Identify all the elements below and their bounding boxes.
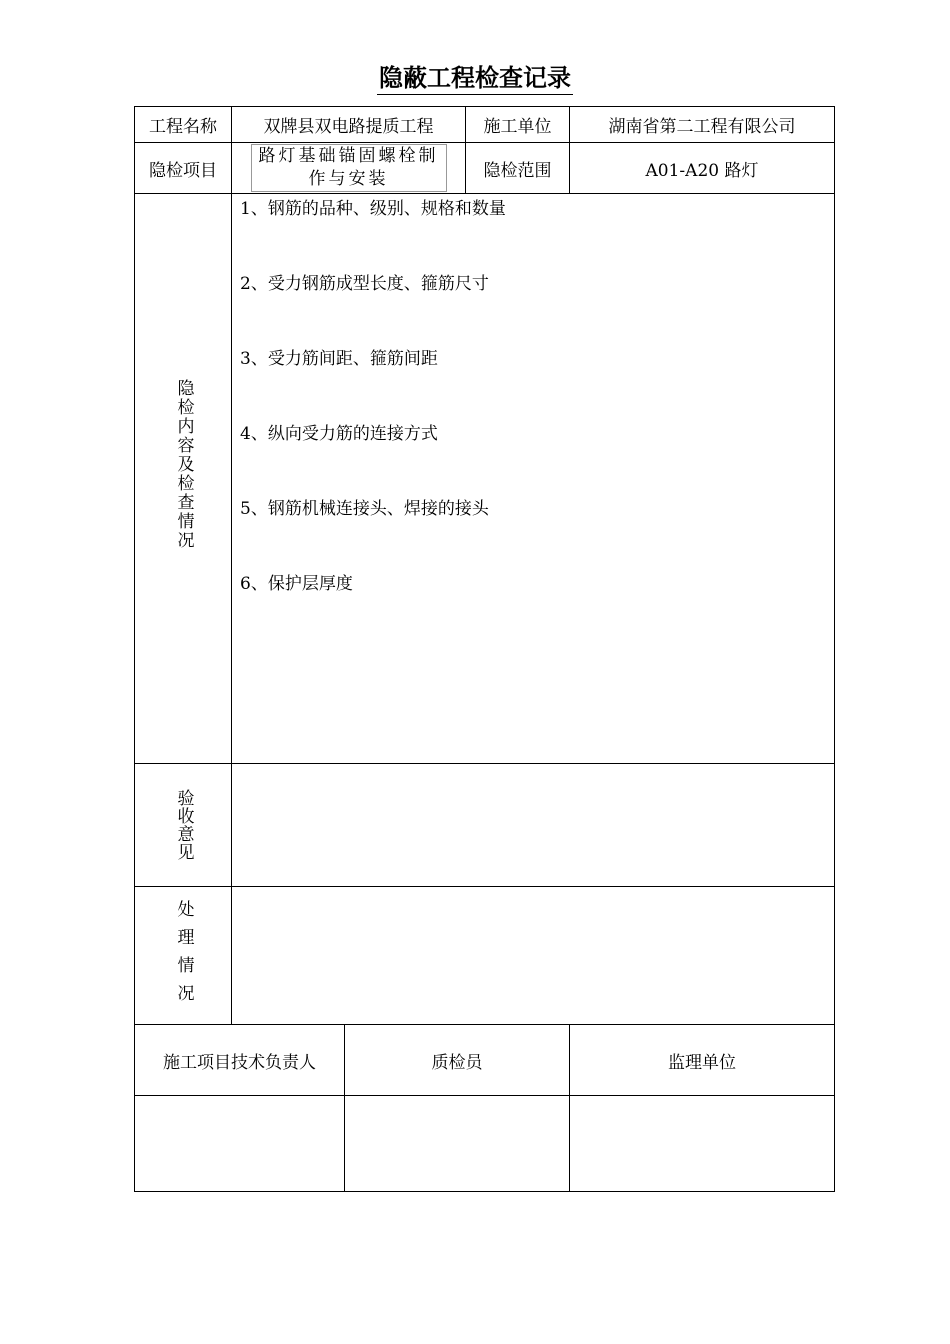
- construction-unit-value: 湖南省第二工程有限公司: [569, 106, 835, 143]
- inspection-content-list: [231, 193, 835, 764]
- construction-unit-label: 施工单位: [465, 106, 570, 143]
- handling-status-label: [134, 886, 232, 1025]
- content-item: 4、纵向受力筋的连接方式: [240, 424, 438, 444]
- project-name-value: 双牌县双电路提质工程: [231, 106, 466, 143]
- quality-inspector-label: 质检员: [344, 1024, 570, 1096]
- handling-status-label-text: 处理情况: [173, 899, 194, 1012]
- quality-inspector-signature: [344, 1095, 570, 1192]
- handling-status-value: [231, 886, 835, 1025]
- inspection-item-label: 隐检项目: [134, 142, 232, 194]
- content-item: 6、保护层厚度: [240, 574, 353, 594]
- document-title: 隐蔽工程检查记录: [0, 58, 950, 93]
- content-item: 1、钢筋的品种、级别、规格和数量: [240, 199, 506, 219]
- supervision-unit-label: 监理单位: [569, 1024, 835, 1096]
- inspection-content-label: [134, 193, 232, 764]
- inspection-item-value: 路灯基础锚固螺栓制作与安装: [251, 144, 447, 192]
- acceptance-opinion-value: [231, 763, 835, 887]
- tech-lead-signature: [134, 1095, 345, 1192]
- inspection-content-label-text: 隐检内容及检查情况: [173, 379, 194, 550]
- project-name-label: 工程名称: [134, 106, 232, 143]
- supervision-unit-signature: [569, 1095, 835, 1192]
- acceptance-opinion-label: [134, 763, 232, 887]
- content-item: 2、受力钢筋成型长度、箍筋尺寸: [240, 274, 489, 294]
- inspection-scope-value: A01-A20 路灯: [569, 142, 835, 194]
- tech-lead-label: 施工项目技术负责人: [134, 1024, 345, 1096]
- inspection-item-cell: [231, 142, 466, 194]
- content-item: 5、钢筋机械连接头、焊接的接头: [240, 499, 489, 519]
- acceptance-opinion-label-text: 验收意见: [173, 789, 194, 861]
- inspection-scope-label: 隐检范围: [465, 142, 570, 194]
- content-item: 3、受力筋间距、箍筋间距: [240, 349, 438, 369]
